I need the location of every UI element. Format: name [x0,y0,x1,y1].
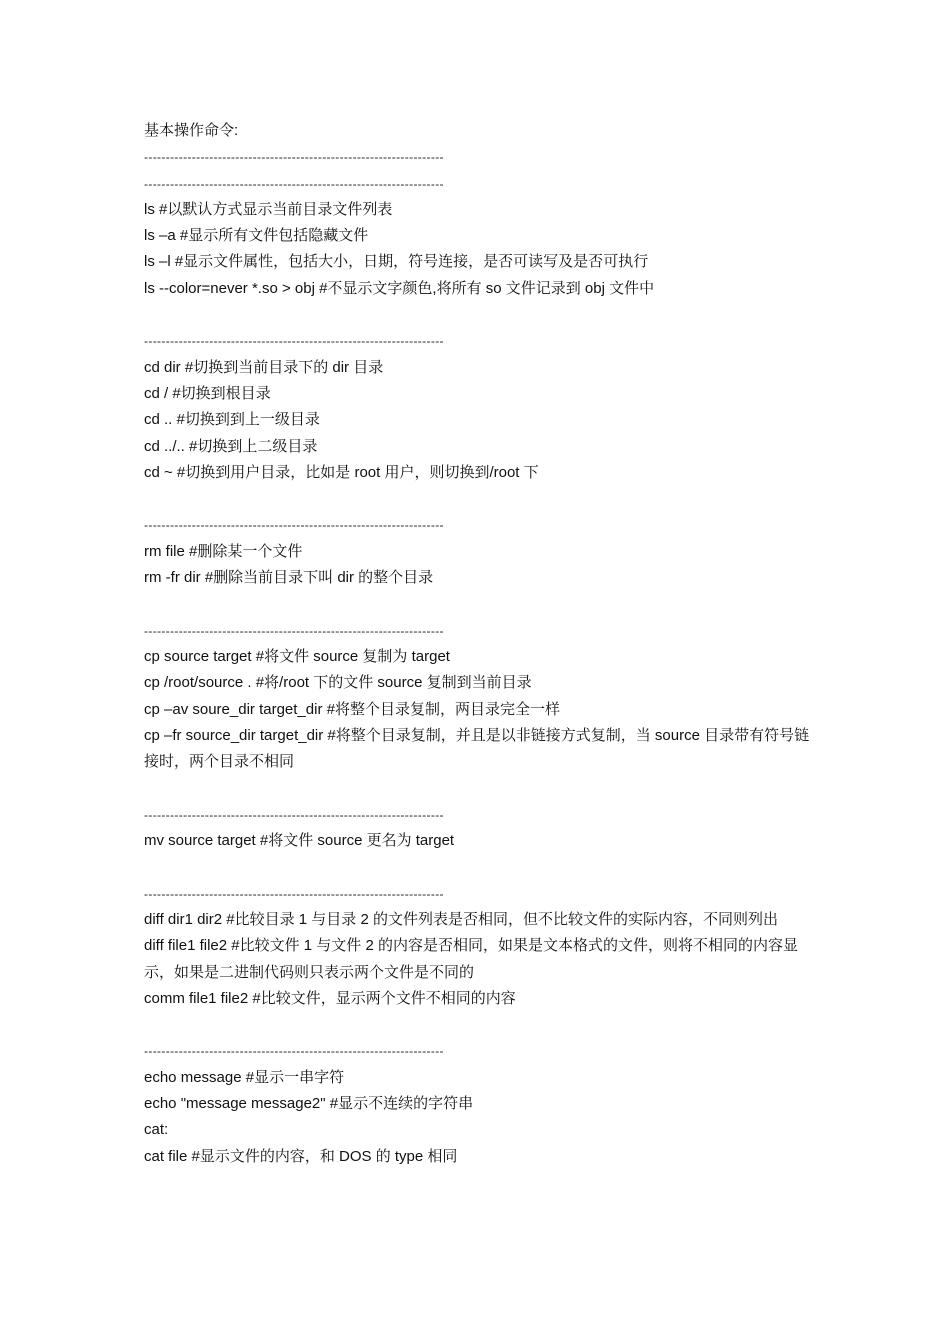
blank-line [144,775,814,801]
separator: --------------------------------------------------------------------- [144,623,444,638]
command-line: cat file #显示文件的内容，和 DOS 的 type 相同 [144,1147,458,1165]
command-line: cd dir #切换到当前目录下的 dir 目录 [144,358,384,376]
separator: --------------------------------------------------------------------- [144,1044,444,1059]
blank-line [144,591,814,617]
command-line: cp source target #将文件 source 复制为 target [144,647,450,665]
command-line: ls #以默认方式显示当前目录文件列表 [144,200,393,218]
command-line: ls –a #显示所有文件包括隐藏文件 [144,227,369,245]
blank-line [144,302,814,328]
separator: --------------------------------------------------------------------- [144,176,444,191]
blank-line [144,854,814,880]
command-line: rm -fr dir #删除当前目录下叫 dir 的整个目录 [144,569,434,587]
command-line: diff file1 file2 #比较文件 1 与文件 2 的内容是否相同，如果是文本格式的文件，则将不相同的内容显示，如果是二进制代码则只表示两个文件是不同的 [144,937,798,981]
separator: --------------------------------------------------------------------- [144,334,444,349]
command-line: cd / #切换到根目录 [144,384,271,402]
command-line: cp –fr source_dir target_dir #将整个目录复制，并且是以非链接方式复制，当 source 目录带有符号链接时，两个目录不相同 [144,726,810,771]
command-line: cd ../.. #切换到上二级目录 [144,437,318,455]
command-line: ls --color=never *.so > obj #不显示文字颜色,将所有 so 文件记录到 obj 文件中 [144,279,655,297]
command-line: cat: [144,1121,169,1139]
command-line: rm file #删除某一个文件 [144,542,303,560]
command-line: mv source target #将文件 source 更名为 target [144,832,455,850]
separator: --------------------------------------------------------------------- [144,886,444,901]
section-title: 基本操作命令: [144,122,239,139]
command-line: comm file1 file2 #比较文件，显示两个文件不相同的内容 [144,989,516,1007]
command-line: echo message #显示一串字符 [144,1068,345,1086]
document-page [144,118,814,1170]
separator: --------------------------------------------------------------------- [144,150,444,165]
command-line: cd .. #切换到到上一级目录 [144,411,320,429]
command-line: ls –l #显示文件属性，包括大小，日期，符号连接，是否可读写及是否可执行 [144,253,649,271]
command-line: diff dir1 dir2 #比较目录 1 与目录 2 的文件列表是否相同，但不比较文件的实际内容，不同则列出 [144,910,778,928]
separator: --------------------------------------------------------------------- [144,518,444,533]
command-line: cp /root/source . #将/root 下的文件 source 复制到当前目录 [144,674,532,692]
command-line: echo "message message2" #显示不连续的字符串 [144,1094,474,1112]
command-line: cp –av soure_dir target_dir #将整个目录复制，两目录完全一样 [144,700,560,718]
blank-line [144,1012,814,1038]
command-line: cd ~ #切换到用户目录，比如是 root 用户，则切换到/root 下 [144,463,539,481]
blank-line [144,486,814,512]
separator: --------------------------------------------------------------------- [144,807,444,822]
